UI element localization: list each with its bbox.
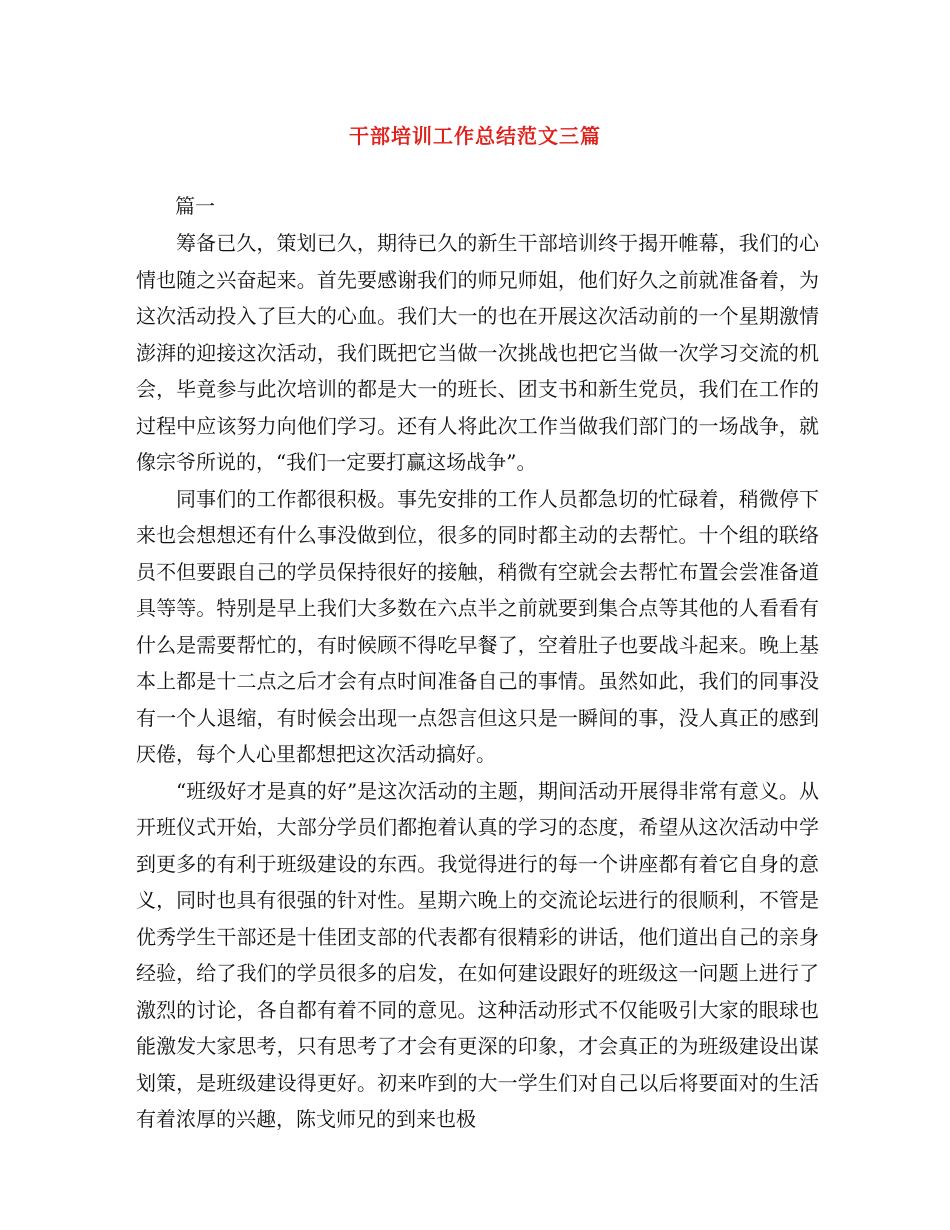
paragraph: 筹备已久，策划已久，期待已久的新生干部培训终于揭开帷幕，我们的心情也随之兴奋起来。首先要感谢我们的师兄师姐，他们好久之前就准备着，为这次活动投入了巨大的心血。我们大一的也在开展这次活动前的一个星期激情澎湃的迎接这次活动，我们既把它当做一次挑战也把它当做一次学习交流的机会，毕竟参与此次培训的都是大一的班长、团支书和新生党员，我们在工作的过程中应该努力向他们学习。还有人将此次工作当做我们部门的一场战争，就像宗爷所说的，“我们一定要打赢这场战争”。 <box>136 231 819 474</box>
document-body <box>136 225 819 1138</box>
paragraph: 同事们的工作都很积极。事先安排的工作人员都急切的忙碌着，稍微停下来也会想想还有什么事没做到位，很多的同时都主动的去帮忙。十个组的联络员不但要跟自己的学员保持很好的接触，稍微有空就会去帮忙布置会尝准备道具等等。特别是早上我们大多数在六点半之前就要到集合点等其他的人看看有什么是需要帮忙的，有时候顾不得吃早餐了，空着肚子也要战斗起来。晚上基本上都是十二点之后才会有点时间准备自己的事情。虽然如此，我们的同事没有一个人退缩，有时候会出现一点怨言但这只是一瞬间的事，没人真正的感到厌倦，每个人心里都想把这次活动搞好。 <box>136 486 819 766</box>
document-title: 干部培训工作总结范文三篇 <box>349 124 601 148</box>
paragraph: “班级好才是真的好”是这次活动的主题，期间活动开展得非常有意义。从开班仪式开始，大部分学员们都抱着认真的学习的态度，希望从这次活动中学到更多的有利于班级建设的东西。我觉得进行的每一个讲座都有着它自身的意义，同时也具有很强的针对性。星期六晚上的交流论坛进行的很顺利，不管是优秀学生干部还是十佳团支部的代表都有很精彩的讲话，他们道出自己的亲身经验，给了我们的学员很多的启发，在如何建设跟好的班级这一问题上进行了激烈的讨论，各自都有着不同的意见。这种活动形式不仅能吸引大家的眼球也能激发大家思考，只有思考了才会有更深的印象，才会真正的为班级建设出谋划策，是班级建设得更好。初来咋到的大一学生们对自己以后将要面对的生活有着浓厚的兴趣，陈戈师兄的到来也极 <box>136 778 819 1131</box>
section-label: 篇一 <box>175 194 215 218</box>
